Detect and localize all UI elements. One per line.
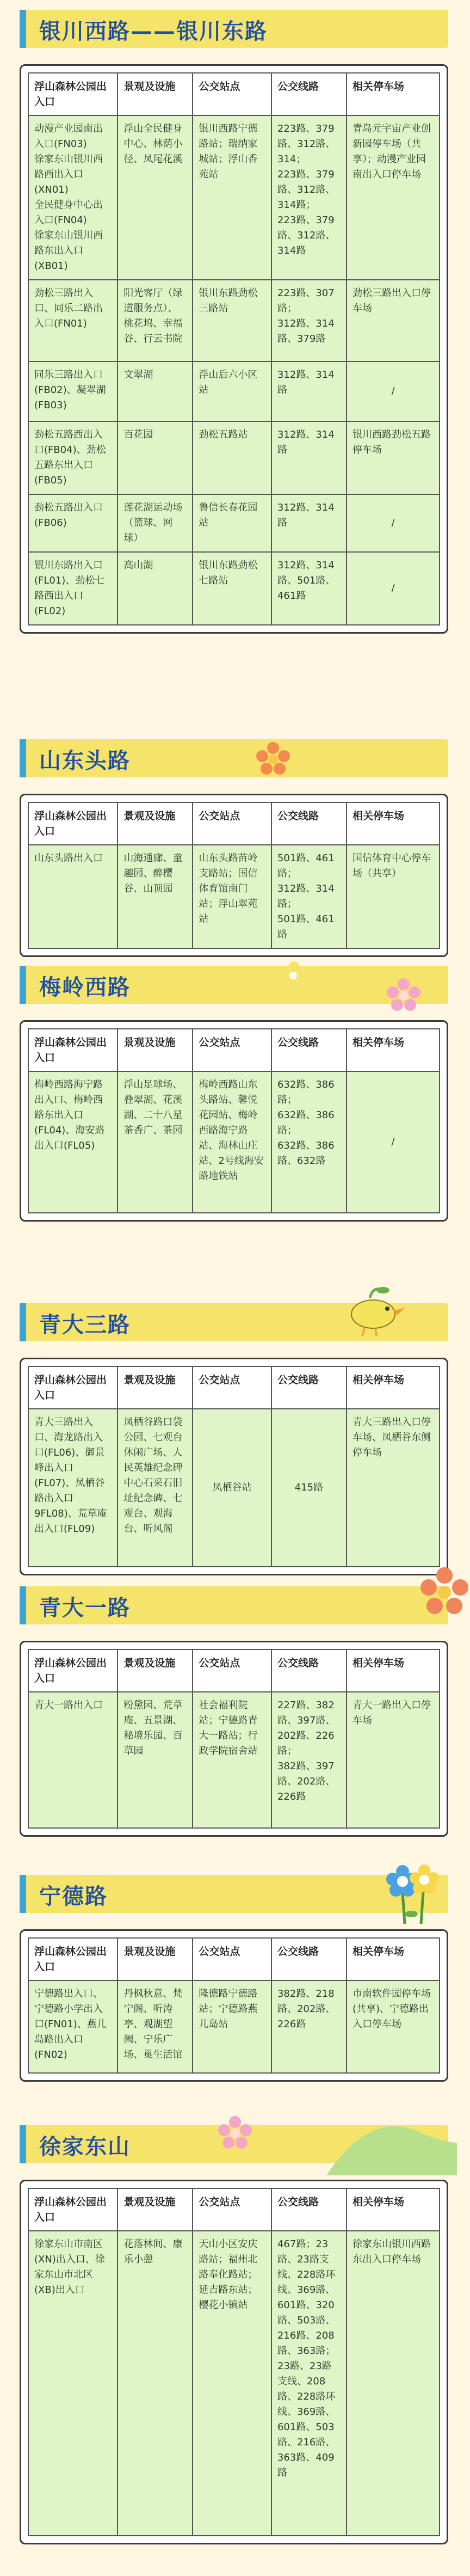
table-row xyxy=(28,1692,440,1828)
cell-parking: / xyxy=(347,552,440,625)
col-scenery: 景观及设施 xyxy=(118,1649,193,1692)
table-row xyxy=(28,1071,440,1213)
cell-scenery: 粉黛园、荒草庵、五景湖、秘境乐园、百草园 xyxy=(118,1692,193,1828)
col-bus-stops: 公交站点 xyxy=(193,2188,271,2231)
col-entrance: 浮山森林公园出入口 xyxy=(28,1366,118,1409)
cell-entrance: 青大一路出入口 xyxy=(28,1692,118,1828)
col-parking: 相关停车场 xyxy=(347,1366,440,1409)
cell-scenery: 花落林间、康乐小憩 xyxy=(118,2231,193,2536)
table-frame xyxy=(20,64,448,634)
cell-parking: 青大一路出入口停车场 xyxy=(347,1692,440,1828)
header-bar xyxy=(20,966,26,1004)
cell-parking: 青大三路出入口停车场、凤栖谷东侧停车场 xyxy=(347,1409,440,1567)
cell-bus-stops: 银川东路劲松三路站 xyxy=(193,280,271,361)
cell-entrance: 山东头路出入口 xyxy=(28,845,118,948)
header-bar xyxy=(20,10,26,48)
col-bus-stops: 公交站点 xyxy=(193,1366,271,1409)
cell-entrance: 宁德路出入口、宁德路小学出入口(FN01)、燕儿岛路出入口(FN02) xyxy=(28,1980,118,2073)
cell-entrance: 同乐三路出入口(FB02)、凝翠湖(FB03) xyxy=(28,361,118,421)
cell-parking: / xyxy=(347,361,440,421)
header-bar xyxy=(20,1586,26,1624)
info-table xyxy=(28,2188,440,2536)
table-frame xyxy=(20,1929,448,2082)
cell-bus-stops: 隆德路宁德路站；宁德路燕儿岛站 xyxy=(193,1980,271,2073)
section-header xyxy=(0,1577,470,1635)
table-row xyxy=(28,421,440,494)
cell-bus-lines: 223路、379路、312路、314； 223路、379路、312路、314路； 223路、379路、312路、314路 xyxy=(271,115,347,280)
table-row xyxy=(28,361,440,421)
col-bus-lines: 公交线路 xyxy=(271,2188,347,2231)
table-frame xyxy=(20,1020,448,1222)
table-frame xyxy=(20,2180,448,2544)
table-row xyxy=(28,494,440,552)
col-bus-lines: 公交线路 xyxy=(271,1649,347,1692)
col-bus-lines: 公交线路 xyxy=(271,802,347,845)
cell-bus-lines: 467路；23路、23路支线、228路环线、369路、601路、320路、503路、216路、208路、363路；23路、23路支线、208路、228路环线、369路、601路、503路、216路、363路、409路 xyxy=(271,2231,347,2536)
flower-icon xyxy=(256,741,290,778)
flower-icon xyxy=(419,1567,470,1620)
cell-entrance: 青大三路出入口、海龙路出入口(FL06)、御景峰出入口(FL07)、凤栖谷路出入口9FL08)、荒草庵出入口(FL09) xyxy=(28,1409,118,1567)
cell-scenery: 山海通廊、童趣园、醉樱谷、山顶园 xyxy=(118,845,193,948)
cell-parking: 国信体育中心停车场（共享） xyxy=(347,845,440,948)
table-frame xyxy=(20,1641,448,1837)
cell-bus-stops: 鲁信长春花园站 xyxy=(193,494,271,552)
header-bar xyxy=(20,1875,26,1913)
col-bus-stops: 公交站点 xyxy=(193,1649,271,1692)
cell-entrance: 劲松五路出入口(FB06) xyxy=(28,494,118,552)
info-table xyxy=(28,802,440,949)
table-frame xyxy=(20,1358,448,1575)
cell-bus-stops: 浮山后六小区站 xyxy=(193,361,271,421)
col-bus-stops: 公交站点 xyxy=(193,802,271,845)
header-bar xyxy=(20,739,26,777)
cell-scenery: 文翠湖 xyxy=(118,361,193,421)
section-title: 青大三路 xyxy=(39,1312,131,1338)
table-row xyxy=(28,1409,440,1567)
header-bar xyxy=(20,1303,26,1341)
col-bus-stops: 公交站点 xyxy=(193,73,271,115)
cell-scenery: 浮山足球场、叠翠湖、花溪湖、二十八星茶香广、茶园 xyxy=(118,1071,193,1213)
table-frame xyxy=(20,794,448,957)
cell-parking: 徐家东山银川西路东出入口停车场 xyxy=(347,2231,440,2536)
section-title: 徐家东山 xyxy=(39,2135,131,2160)
cell-scenery: 凤栖谷路口袋公园、七观台休闲广场、人民英雄纪念碑中心石采石旧址纪念碑、七观台、观海台、听风阁 xyxy=(118,1409,193,1567)
col-parking: 相关停车场 xyxy=(347,1649,440,1692)
cell-parking: / xyxy=(347,494,440,552)
blossom-icon xyxy=(277,960,316,995)
col-scenery: 景观及设施 xyxy=(118,802,193,845)
col-parking: 相关停车场 xyxy=(347,2188,440,2231)
section-header xyxy=(0,0,470,59)
cell-entrance: 动漫产业园南出入口(FN03) 徐家东山银川西路西出入口(XN01) 全民健身中心出入口(FN04) 徐家东山银川西路东出入口(XB01) xyxy=(28,115,118,280)
col-parking: 相关停车场 xyxy=(347,1938,440,1980)
header-bar xyxy=(20,2125,26,2163)
section-title: 银川西路——银川东路 xyxy=(39,19,268,44)
col-entrance: 浮山森林公园出入口 xyxy=(28,2188,118,2231)
chick-icon xyxy=(337,1283,408,1339)
cell-bus-lines: 382路、218路、202路、226路 xyxy=(271,1980,347,2073)
blossom-icon xyxy=(218,2115,252,2152)
cell-bus-lines: 227路、382路、397路、202路、226路； 382路、397路、202路、226路 xyxy=(271,1692,347,1828)
cell-bus-stops: 社会福利院站；宁德路青大一路站；行政学院宿舍站 xyxy=(193,1692,271,1828)
col-bus-lines: 公交线路 xyxy=(271,1938,347,1980)
cell-bus-lines: 312路、314路 xyxy=(271,421,347,494)
cell-scenery: 百花园 xyxy=(118,421,193,494)
table-row xyxy=(28,1980,440,2073)
blossom-icon xyxy=(386,978,421,1015)
cell-bus-lines: 415路 xyxy=(271,1409,347,1567)
cell-parking: 劲松三路出入口停车场 xyxy=(347,280,440,361)
section-title: 青大一路 xyxy=(39,1596,131,1621)
col-scenery: 景观及设施 xyxy=(118,1366,193,1409)
col-scenery: 景观及设施 xyxy=(118,1029,193,1071)
table-row xyxy=(28,280,440,361)
table-row xyxy=(28,115,440,280)
cell-parking: / xyxy=(347,1071,440,1213)
col-entrance: 浮山森林公园出入口 xyxy=(28,802,118,845)
col-bus-lines: 公交线路 xyxy=(271,1366,347,1409)
table-row xyxy=(28,2231,440,2536)
col-entrance: 浮山森林公园出入口 xyxy=(28,1649,118,1692)
cell-scenery: 高山湖 xyxy=(118,552,193,625)
info-table xyxy=(28,1028,440,1213)
cell-scenery: 丹枫秋意、梵宁阁、听涛亭、观湖望阙、宁乐广场、巢生活馆 xyxy=(118,1980,193,2073)
cell-bus-stops: 银川西路宁德路站；瑞纳家城站；浮山香苑站 xyxy=(193,115,271,280)
col-entrance: 浮山森林公园出入口 xyxy=(28,1029,118,1071)
cell-parking: 市南软件园停车场(共享)、宁德路出入口停车场 xyxy=(347,1980,440,2073)
section-title: 宁德路 xyxy=(39,1884,108,1909)
cell-entrance: 劲松三路出入口、同乐二路出入口(FN01) xyxy=(28,280,118,361)
cell-scenery: 莲花湖运动场（篮球、网球） xyxy=(118,494,193,552)
cell-bus-stops: 凤栖谷站 xyxy=(193,1409,271,1567)
table-row xyxy=(28,845,440,948)
cell-bus-lines: 632路、386路； 632路、386路； 632路、386路、632路 xyxy=(271,1071,347,1213)
section-title: 山东头路 xyxy=(39,749,131,774)
cell-scenery: 阳光客厅（绿道服务点）、桃花坞、幸福谷、行云书院 xyxy=(118,280,193,361)
cell-bus-lines: 312路、314路 xyxy=(271,494,347,552)
cell-bus-lines: 312路、314路、501路、461路 xyxy=(271,552,347,625)
col-parking: 相关停车场 xyxy=(347,1029,440,1071)
cell-bus-lines: 501路、461路； 312路、314路； 501路、461路 xyxy=(271,845,347,948)
cartoon-flowers-icon xyxy=(381,1860,441,1927)
col-bus-lines: 公交线路 xyxy=(271,73,347,115)
section-title: 梅岭西路 xyxy=(39,975,131,1000)
info-table xyxy=(28,1366,440,1567)
cell-parking: 青岛元宇宙产业创新园停车场（共享）；动漫产业园南出入口停车场 xyxy=(347,115,440,280)
cell-entrance: 银川东路出入口(FL01)、劲松七路西出入口(FL02) xyxy=(28,552,118,625)
cell-bus-stops: 梅岭西路山东头路站、馨悦花园站、梅岭西路海宁路站、海林山庄站、2号线海安路地铁站 xyxy=(193,1071,271,1213)
col-entrance: 浮山森林公园出入口 xyxy=(28,1938,118,1980)
col-bus-stops: 公交站点 xyxy=(193,1029,271,1071)
col-bus-stops: 公交站点 xyxy=(193,1938,271,1980)
cell-bus-lines: 223路、307路； 312路、314路、379路 xyxy=(271,280,347,361)
cell-entrance: 徐家东山市南区(XN)出入口、徐家东山市北区(XB)出入口 xyxy=(28,2231,118,2536)
col-parking: 相关停车场 xyxy=(347,73,440,115)
cell-parking: 银川西路劲松五路停车场 xyxy=(347,421,440,494)
hill-icon xyxy=(326,2110,457,2178)
cell-scenery: 浮山全民健身中心、林荫小径、凤尾花溪 xyxy=(118,115,193,280)
col-parking: 相关停车场 xyxy=(347,802,440,845)
section-header xyxy=(0,729,470,788)
col-scenery: 景观及设施 xyxy=(118,1938,193,1980)
col-scenery: 景观及设施 xyxy=(118,2188,193,2231)
col-bus-lines: 公交线路 xyxy=(271,1029,347,1071)
info-table xyxy=(28,1649,440,1829)
cell-bus-stops: 山东头路苗岭支路站；国信体育馆南门站；浮山翠苑站 xyxy=(193,845,271,948)
cell-bus-stops: 银川东路劲松七路站 xyxy=(193,552,271,625)
cell-bus-stops: 天山小区安庆路站；福州北路奉化路站；延吉路东站；樱花小镇站 xyxy=(193,2231,271,2536)
info-table xyxy=(28,72,440,625)
col-scenery: 景观及设施 xyxy=(118,73,193,115)
cell-entrance: 劲松五路西出入口(FB04)、劲松五路东出入口(FB05) xyxy=(28,421,118,494)
table-row xyxy=(28,552,440,625)
cell-bus-stops: 劲松五路站 xyxy=(193,421,271,494)
cell-entrance: 梅岭西路海宁路出入口、梅岭西路东出入口(FL04)、海安路出入口(FL05) xyxy=(28,1071,118,1213)
cell-bus-lines: 312路、314路 xyxy=(271,361,347,421)
info-table xyxy=(28,1937,440,2074)
col-entrance: 浮山森林公园出入口 xyxy=(28,73,118,115)
